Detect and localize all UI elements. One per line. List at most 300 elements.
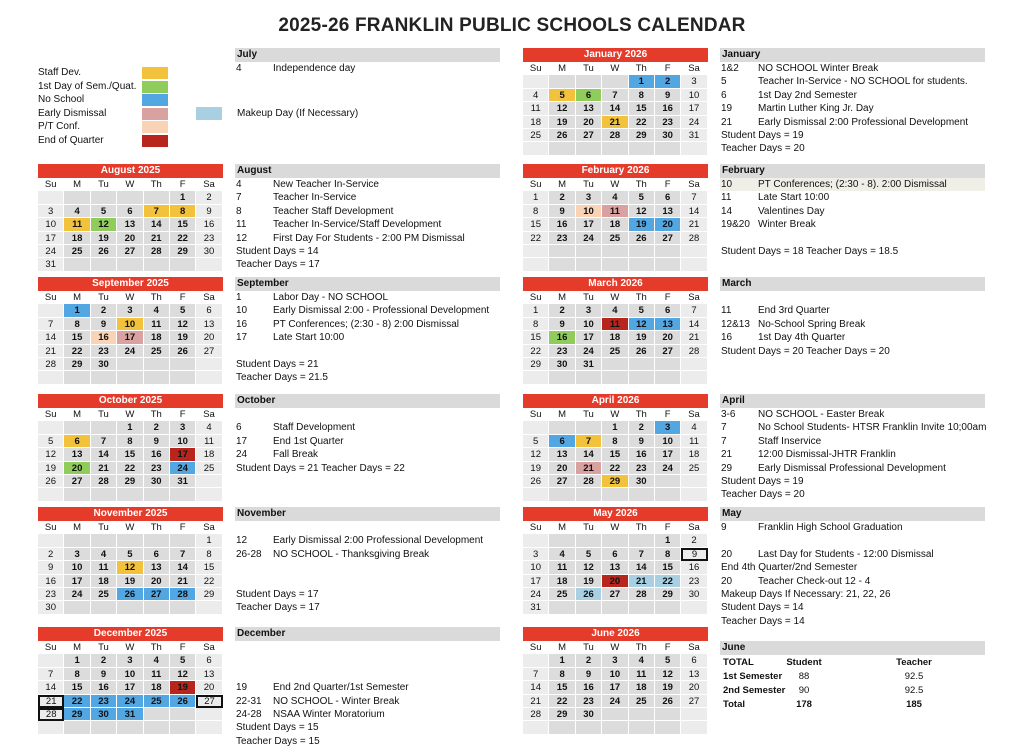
week-row (523, 102, 708, 115)
calendar-day: 25 (681, 462, 707, 475)
event-row (720, 435, 985, 448)
empty-day (629, 371, 655, 384)
calendar-day: 9 (655, 89, 681, 102)
calendar-day: 20 (655, 331, 681, 344)
weekday-label: Tu (576, 408, 602, 421)
week-row (38, 205, 223, 218)
events-panel (720, 641, 985, 655)
calendar-day: 28 (38, 708, 64, 721)
makeup-day-swatch (196, 107, 222, 120)
month-title: October 2025 (38, 394, 223, 408)
calendar-day: 23 (629, 462, 655, 475)
event-date: 7 (236, 192, 242, 204)
weekday-header (523, 641, 708, 654)
event-text: First Day For Students - 2:00 PM Dismissal (273, 232, 465, 244)
event-row (720, 588, 985, 601)
weekday-header (523, 291, 708, 304)
weekday-label: Su (523, 291, 549, 304)
page-title: 2025-26 FRANKLIN PUBLIC SCHOOLS CALENDAR (278, 15, 746, 36)
empty-day (576, 258, 602, 271)
calendar-day: 15 (196, 561, 222, 574)
event-text: NSAA Winter Moratorium (273, 708, 385, 720)
event-text: Teacher Days = 14 (721, 615, 805, 627)
empty-day (170, 358, 196, 371)
calendar-day: 13 (655, 318, 681, 331)
calendar-day: 8 (629, 89, 655, 102)
calendar-day: 8 (655, 548, 681, 561)
calendar-day: 22 (629, 116, 655, 129)
calendar-day: 24 (655, 462, 681, 475)
calendar-day: 20 (549, 462, 575, 475)
event-row (235, 462, 500, 475)
event-text: NO SCHOOL - Winter Break (273, 695, 400, 707)
empty-day (576, 601, 602, 614)
week-row (38, 462, 223, 475)
calendar-day: 4 (681, 421, 707, 434)
calendar-day: 4 (523, 89, 549, 102)
calendar-day: 19 (629, 331, 655, 344)
calendar-day: 12 (629, 205, 655, 218)
weekday-label: Th (629, 521, 655, 534)
empty-day (91, 488, 117, 501)
calendar-day: 26 (170, 695, 196, 708)
calendar-day: 30 (196, 245, 222, 258)
makeup-day-label: Makeup Day (If Necessary) (237, 108, 359, 119)
events-month-title: February (720, 164, 985, 178)
event-text: Student Days = 17 (236, 588, 319, 600)
empty-day (117, 258, 143, 271)
calendar-day: 5 (523, 435, 549, 448)
week-row (523, 218, 708, 231)
empty-day (144, 708, 170, 721)
calendar-day: 16 (91, 681, 117, 694)
calendar-day: 10 (681, 89, 707, 102)
event-row (235, 62, 500, 75)
calendar-day: 29 (64, 358, 90, 371)
empty-day (549, 142, 575, 155)
legend-item: Early Dismissal (38, 107, 228, 121)
calendar-day: 20 (602, 575, 628, 588)
calendar-day: 3 (170, 421, 196, 434)
event-text: Late Start 10:00 (273, 332, 345, 344)
month-calendar (523, 48, 708, 156)
empty-day (38, 191, 64, 204)
weekday-label: Th (629, 62, 655, 75)
month-title: January 2026 (523, 48, 708, 62)
empty-day (523, 75, 549, 88)
empty-day (91, 258, 117, 271)
weekday-label: Th (144, 521, 170, 534)
event-row (235, 218, 500, 231)
weekday-label: W (602, 291, 628, 304)
calendar-day: 19 (38, 462, 64, 475)
month-calendar (523, 627, 708, 735)
weekday-label: M (549, 291, 575, 304)
event-text: NO SCHOOL - Thanksgiving Break (273, 548, 430, 560)
calendar-day: 8 (523, 318, 549, 331)
week-row (523, 358, 708, 371)
weekday-label: Tu (91, 178, 117, 191)
week-row (523, 475, 708, 488)
calendar-day: 9 (576, 668, 602, 681)
calendar-day: 28 (144, 245, 170, 258)
legend-item: P/T Conf. (38, 120, 228, 134)
weekday-label: F (655, 291, 681, 304)
legend-item: Staff Dev. (38, 66, 228, 80)
calendar-day: 3 (117, 654, 143, 667)
empty-day (38, 304, 64, 317)
calendar-day: 13 (144, 561, 170, 574)
events-panel (720, 394, 985, 502)
event-row (235, 695, 500, 708)
calendar-day: 4 (629, 654, 655, 667)
calendar-day: 25 (91, 588, 117, 601)
calendar-day: 24 (602, 695, 628, 708)
event-text: No School Students- HTSR Franklin Invite 10;00am (758, 422, 987, 434)
calendar-day: 8 (602, 435, 628, 448)
calendar-day: 26 (629, 232, 655, 245)
event-date: 8 (236, 205, 242, 217)
calendar-day: 9 (144, 435, 170, 448)
calendar-day: 19 (170, 681, 196, 694)
week-row (523, 331, 708, 344)
event-row (235, 178, 500, 191)
calendar-day: 12 (629, 318, 655, 331)
calendar-day: 11 (196, 435, 222, 448)
calendar-day: 17 (64, 575, 90, 588)
calendar-day: 28 (523, 708, 549, 721)
empty-day (523, 421, 549, 434)
calendar-day: 27 (681, 695, 707, 708)
event-date: 10 (721, 179, 733, 190)
calendar-day: 22 (64, 345, 90, 358)
calendar-day: 16 (196, 218, 222, 231)
week-row (523, 75, 708, 88)
empty-day (576, 245, 602, 258)
empty-day (91, 601, 117, 614)
calendar-day: 6 (655, 304, 681, 317)
calendar-day: 8 (170, 205, 196, 218)
calendar-day: 22 (655, 575, 681, 588)
calendar-day: 25 (602, 345, 628, 358)
empty-day (523, 488, 549, 501)
empty-day (64, 534, 90, 547)
event-row (720, 62, 985, 75)
week-row (38, 258, 223, 271)
empty-day (576, 721, 602, 734)
event-text: Teacher Staff Development (273, 205, 394, 217)
weekday-label: Su (38, 291, 64, 304)
calendar-day: 2 (91, 654, 117, 667)
weekday-label: Sa (196, 641, 222, 654)
empty-day (549, 534, 575, 547)
event-text: NO SCHOOL Winter Break (758, 63, 879, 74)
weekday-label: Su (523, 178, 549, 191)
event-text: Teacher Days = 21.5 (236, 372, 328, 384)
calendar-day: 26 (523, 475, 549, 488)
weekday-label: M (549, 408, 575, 421)
event-text: Winter Break (758, 219, 816, 231)
calendar-day: 2 (549, 191, 575, 204)
calendar-day: 17 (117, 331, 143, 344)
calendar-day: 29 (64, 708, 90, 721)
calendar-day: 29 (117, 475, 143, 488)
event-text: Early Dismissal Professional Development (758, 462, 946, 474)
calendar-day: 10 (117, 318, 143, 331)
event-row (720, 521, 985, 534)
week-row (38, 475, 223, 488)
event-row (720, 75, 985, 88)
event-date: 5 (721, 76, 727, 88)
event-text: Teacher Check-out 12 - 4 (758, 575, 871, 587)
event-row (720, 548, 985, 561)
weekday-header (523, 62, 708, 75)
calendar-day: 2 (38, 548, 64, 561)
calendar-day: 14 (38, 331, 64, 344)
calendar-day: 17 (38, 232, 64, 245)
event-text: Student Days = 21 (236, 358, 319, 370)
events-month-title: August (235, 164, 500, 178)
calendar-day: 15 (655, 561, 681, 574)
weekday-label: Su (523, 62, 549, 75)
event-text: Teacher Days = 15 (236, 735, 320, 747)
event-row (720, 205, 985, 218)
calendar-day: 7 (629, 548, 655, 561)
empty-day (549, 245, 575, 258)
calendar-day: 26 (117, 588, 143, 601)
calendar-day: 13 (64, 448, 90, 461)
calendar-day: 11 (91, 561, 117, 574)
week-row (523, 304, 708, 317)
calendar-day: 1 (655, 534, 681, 547)
calendar-day: 29 (655, 588, 681, 601)
empty-day (170, 708, 196, 721)
calendar-day: 20 (144, 575, 170, 588)
calendar-day: 4 (602, 191, 628, 204)
calendar-day: 17 (117, 681, 143, 694)
calendar-day: 3 (681, 75, 707, 88)
empty-day (655, 142, 681, 155)
calendar-day: 30 (144, 475, 170, 488)
week-row (38, 232, 223, 245)
calendar-day: 1 (602, 421, 628, 434)
event-text: Teacher In-Service/Staff Development (273, 219, 442, 231)
empty-day (549, 75, 575, 88)
week-row (523, 588, 708, 601)
month-calendar (38, 394, 223, 502)
calendar-day: 13 (602, 561, 628, 574)
empty-day (144, 258, 170, 271)
calendar-day: 27 (549, 475, 575, 488)
calendar-day: 9 (681, 548, 707, 561)
weekday-header (38, 641, 223, 654)
calendar-day: 6 (576, 89, 602, 102)
empty-day (681, 708, 707, 721)
weekday-label: F (170, 408, 196, 421)
calendar-day: 10 (602, 668, 628, 681)
empty-day (64, 258, 90, 271)
totals-table (720, 656, 1020, 712)
calendar-day: 15 (64, 681, 90, 694)
month-calendar (38, 164, 223, 272)
empty-day (655, 371, 681, 384)
calendar-day: 27 (655, 232, 681, 245)
calendar-day: 24 (117, 695, 143, 708)
weekday-label: F (170, 291, 196, 304)
empty-day (629, 534, 655, 547)
empty-day (144, 191, 170, 204)
empty-day (523, 258, 549, 271)
event-text: Student Days = 14 (721, 602, 804, 614)
calendar-day: 13 (655, 205, 681, 218)
event-row (720, 178, 985, 191)
weekday-label: W (602, 408, 628, 421)
event-text: Teacher Days = 20 (721, 143, 805, 155)
event-row (235, 575, 500, 588)
calendar-day: 18 (602, 218, 628, 231)
calendar-day: 26 (576, 588, 602, 601)
calendar-day: 23 (549, 232, 575, 245)
event-row (720, 304, 985, 317)
event-row (235, 435, 500, 448)
event-row (720, 561, 985, 574)
week-row (523, 708, 708, 721)
event-date: 6 (721, 89, 727, 101)
calendar-day: 25 (549, 588, 575, 601)
calendar-day: 9 (91, 318, 117, 331)
calendar-day: 3 (576, 191, 602, 204)
events-month-title: March (720, 277, 985, 291)
totals-header-row: TOTAL Student Teacher (723, 657, 932, 668)
weekday-label: Sa (196, 521, 222, 534)
calendar-day: 28 (681, 232, 707, 245)
events-month-title: October (235, 394, 500, 408)
event-row (235, 601, 500, 614)
calendar-day: 17 (576, 218, 602, 231)
empty-day (144, 601, 170, 614)
week-row (523, 318, 708, 331)
legend-swatch (142, 108, 168, 120)
weekday-label: Sa (681, 291, 707, 304)
week-row (523, 681, 708, 694)
calendar-day: 11 (629, 668, 655, 681)
calendar-day: 10 (64, 561, 90, 574)
calendar-day: 16 (576, 681, 602, 694)
empty-day (629, 142, 655, 155)
weekday-label: W (117, 408, 143, 421)
weekday-label: F (655, 408, 681, 421)
calendar-day: 22 (170, 232, 196, 245)
empty-day (576, 142, 602, 155)
calendar-day: 25 (523, 129, 549, 142)
event-text: Labor Day - NO SCHOOL (273, 292, 389, 303)
empty-day (602, 721, 628, 734)
week-row (523, 116, 708, 129)
event-text: Teacher In-Service (273, 192, 357, 204)
week-row (38, 318, 223, 331)
event-text: No-School Spring Break (758, 318, 866, 330)
event-text: Martin Luther King Jr. Day (758, 103, 874, 115)
calendar-day: 24 (38, 245, 64, 258)
event-row (235, 304, 500, 317)
week-row (523, 232, 708, 245)
weekday-label: Su (523, 521, 549, 534)
event-row (235, 735, 500, 748)
weekday-label: W (117, 178, 143, 191)
week-row (523, 191, 708, 204)
calendar-day: 12 (117, 561, 143, 574)
calendar-day: 13 (549, 448, 575, 461)
empty-day (549, 371, 575, 384)
empty-day (629, 721, 655, 734)
weekday-label: M (549, 62, 575, 75)
calendar-day: 12 (170, 318, 196, 331)
week-row (38, 331, 223, 344)
calendar-day: 31 (576, 358, 602, 371)
calendar-day: 16 (655, 102, 681, 115)
calendar-day: 8 (117, 435, 143, 448)
event-row (720, 475, 985, 488)
calendar-day: 26 (170, 345, 196, 358)
calendar-day: 19 (549, 116, 575, 129)
calendar-day: 22 (64, 695, 90, 708)
calendar-day: 5 (549, 89, 575, 102)
calendar-day: 26 (38, 475, 64, 488)
calendar-day: 23 (576, 695, 602, 708)
event-row (235, 721, 500, 734)
calendar-day: 5 (170, 654, 196, 667)
totals-row: 2nd Semester 90 92.5 (723, 685, 924, 696)
calendar-day: 1 (629, 75, 655, 88)
calendar-day: 6 (64, 435, 90, 448)
week-row (38, 721, 223, 734)
week-row (38, 421, 223, 434)
event-row (235, 421, 500, 434)
empty-day (117, 601, 143, 614)
calendar-day: 10 (117, 668, 143, 681)
calendar-day: 27 (196, 695, 222, 708)
empty-day (196, 721, 222, 734)
calendar-day: 25 (196, 462, 222, 475)
calendar-day: 6 (549, 435, 575, 448)
legend-swatch (142, 67, 168, 79)
calendar-day: 22 (117, 462, 143, 475)
empty-day (64, 371, 90, 384)
event-text: PT Conferences; (2:30 - 8). 2:00 Dismissal (758, 179, 947, 190)
calendar-day: 31 (38, 258, 64, 271)
weekday-label: F (170, 521, 196, 534)
weekday-label: F (655, 178, 681, 191)
calendar-day: 6 (117, 205, 143, 218)
calendar-day: 16 (144, 448, 170, 461)
empty-day (602, 708, 628, 721)
calendar-day: 9 (196, 205, 222, 218)
calendar-day: 15 (170, 218, 196, 231)
calendar-day: 17 (681, 102, 707, 115)
weekday-label: W (602, 521, 628, 534)
event-row (235, 291, 500, 304)
empty-day (549, 421, 575, 434)
weekday-label: Sa (681, 641, 707, 654)
calendar-day: 6 (196, 654, 222, 667)
calendar-day: 18 (144, 331, 170, 344)
event-date: 11 (236, 219, 247, 231)
event-date: 21 (721, 116, 733, 128)
event-text: 1st Day 2nd Semester (758, 89, 857, 101)
event-text: NO SCHOOL - Easter Break (758, 409, 885, 420)
week-row (523, 245, 708, 258)
event-text: End 4th Quarter/2nd Semester (721, 562, 858, 574)
